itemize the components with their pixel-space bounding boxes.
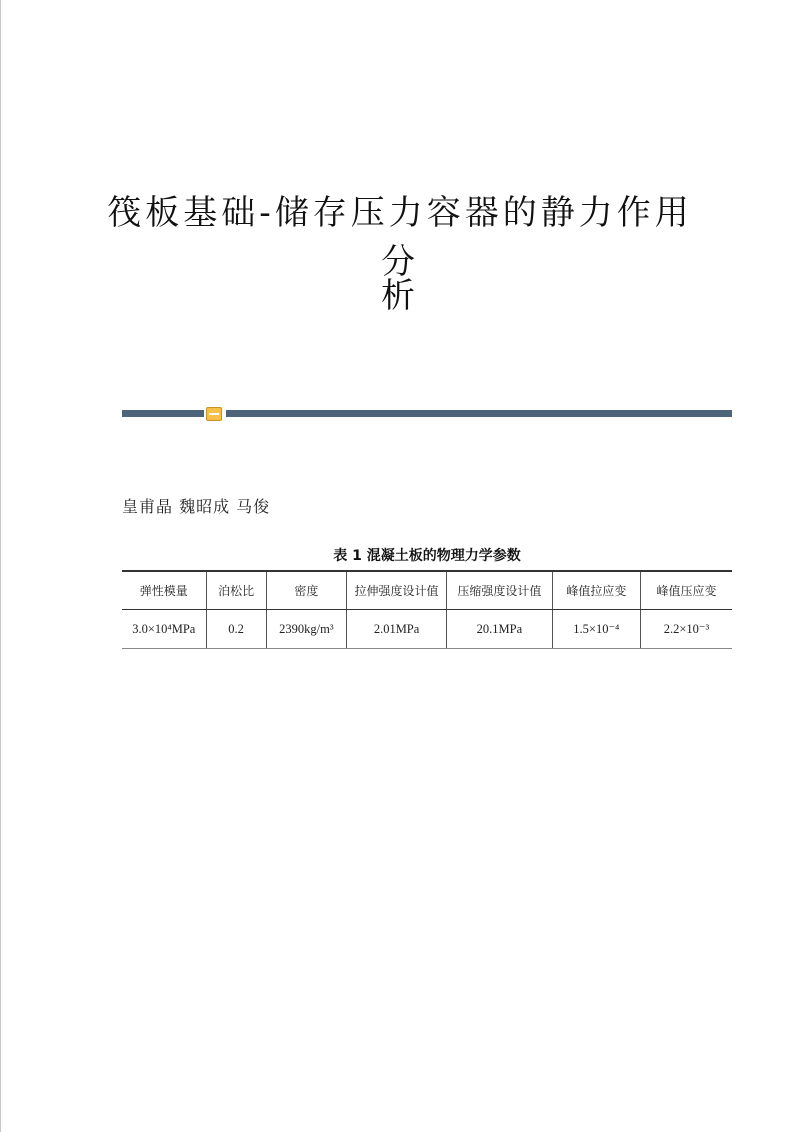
table-row	[122, 610, 732, 649]
header-cell: 压缩强度设计值	[447, 571, 553, 610]
table-caption: 表 1 混凝土板的物理力学参数	[333, 548, 521, 564]
authors: 皇甫晶 魏昭成 马俊	[122, 497, 271, 516]
title-divider-right	[226, 410, 732, 417]
header-cell: 泊松比	[206, 571, 266, 610]
table-header-row	[122, 571, 732, 610]
header-cell: 密度	[266, 571, 346, 610]
page-left-edge	[0, 0, 1, 1132]
header-cell: 弹性模量	[122, 571, 206, 610]
table-cell: 3.0×10⁴MPa	[122, 610, 206, 649]
title-divider-left	[122, 410, 204, 417]
document-icon	[206, 407, 222, 421]
parameters-table	[122, 570, 732, 649]
table-cell: 2.2×10⁻³	[640, 610, 732, 649]
header-cell: 拉伸强度设计值	[347, 571, 447, 610]
table-cell: 1.5×10⁻⁴	[552, 610, 640, 649]
table-cell: 2.01MPa	[347, 610, 447, 649]
table-cell: 20.1MPa	[447, 610, 553, 649]
table-cell: 2390kg/m³	[266, 610, 346, 649]
header-cell: 峰值拉应变	[552, 571, 640, 610]
header-cell: 峰值压应变	[640, 571, 732, 610]
document-title-line-2: 析	[381, 276, 419, 316]
table-cell: 0.2	[206, 610, 266, 649]
document-title-line-1: 筏板基础-储存压力容器的静力作用分	[107, 193, 693, 282]
